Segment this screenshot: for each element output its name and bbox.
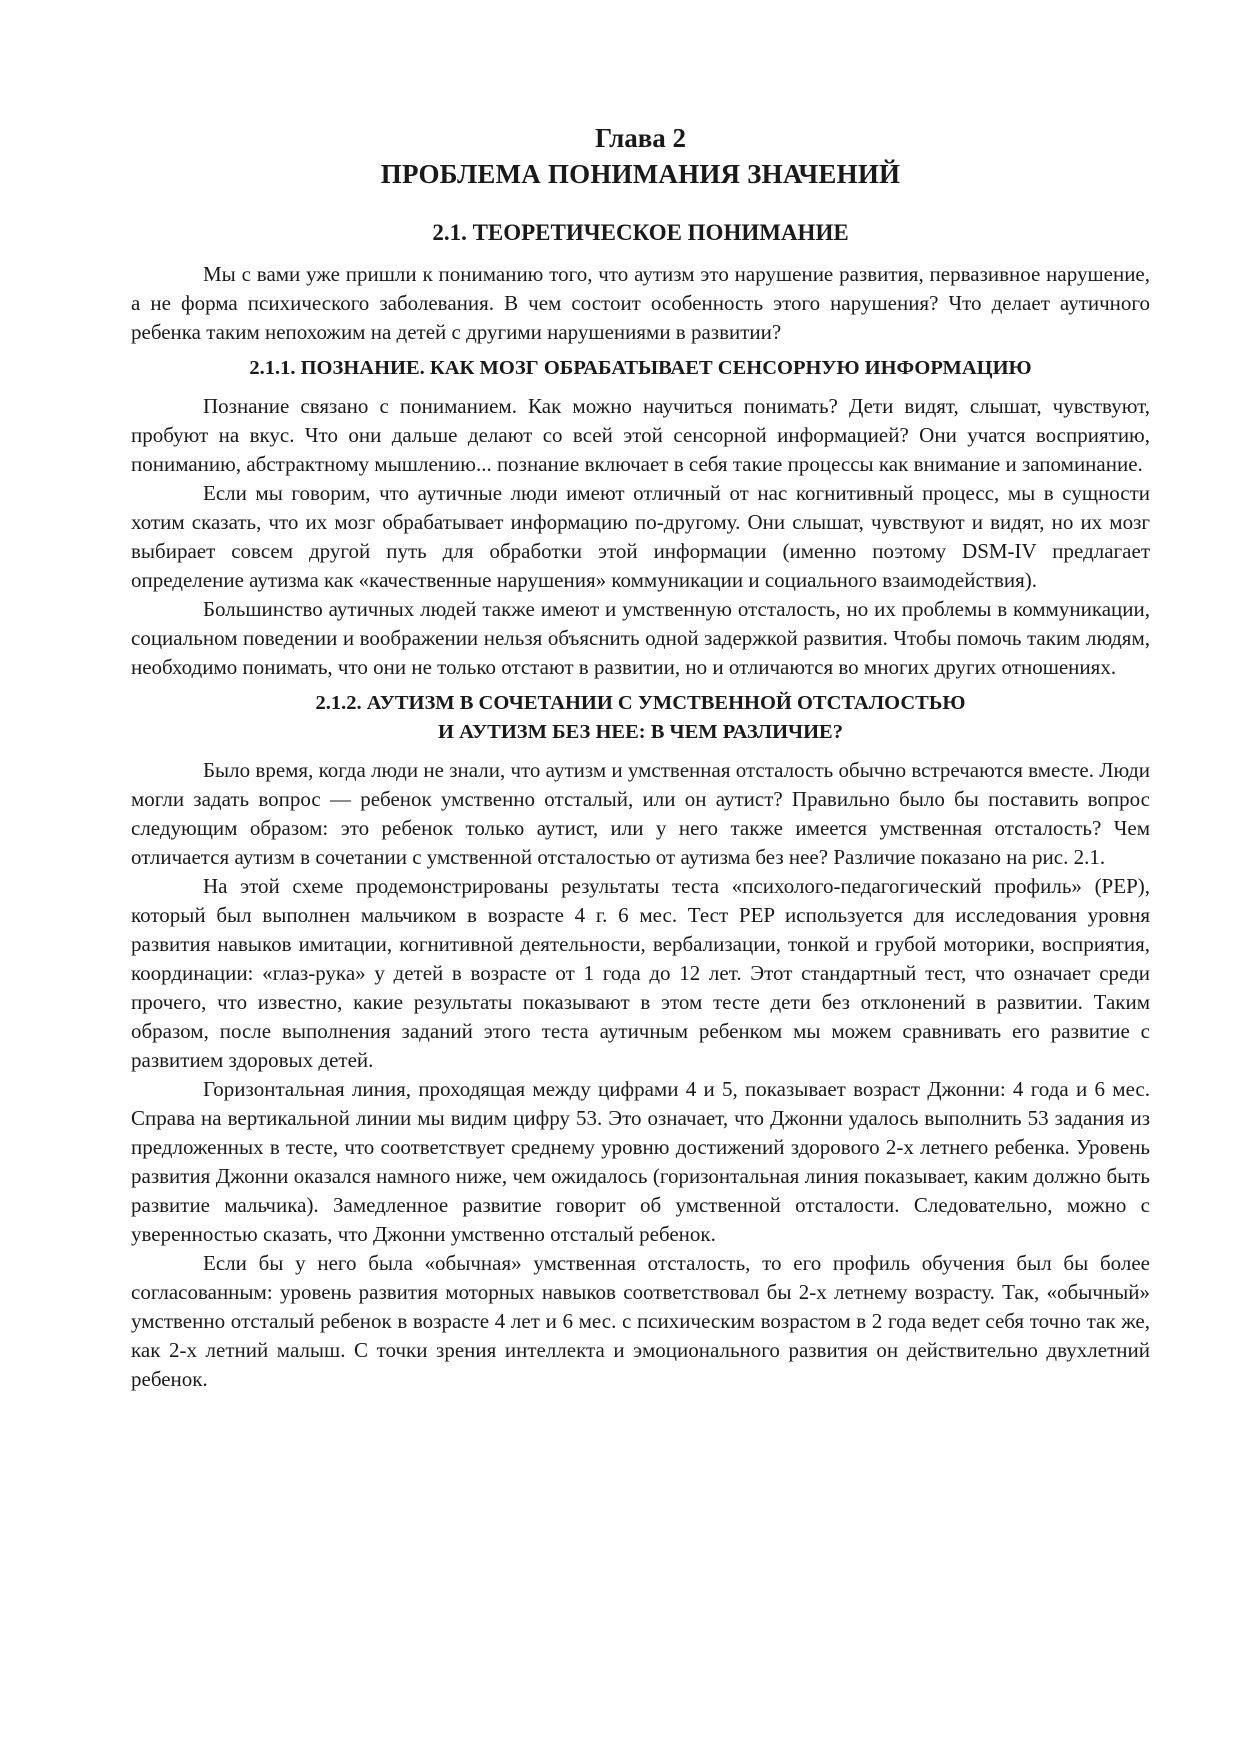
subsection-1-title: 2.1.1. ПОЗНАНИЕ. КАК МОЗГ ОБРАБАТЫВАЕТ СЕНСОРНУЮ ИНФОРМАЦИЮ <box>249 357 1032 379</box>
chapter-title: ПРОБЛЕМА ПОНИМАНИЯ ЗНАЧЕНИЙ <box>380 159 901 189</box>
subsection-2-title <box>131 689 1150 747</box>
subsection-2-paragraph: Если бы у него была «обычная» умственная отсталость, то его профиль обучения был бы более согласованным: уровень развития моторных навыков соответствовал бы 2-х летнему возрасту. Так, «обычный» умственно отсталый ребенок в возрасте 4 лет и 6 мес. с психическим возрастом в 2 года ведет себя точно так же, как 2-х летний малыш. С точки зрения интеллекта и эмоционального развития он действительно двухлетний ребенок. <box>131 1251 1150 1391</box>
section-title: 2.1. ТЕОРЕТИЧЕСКОЕ ПОНИМАНИЕ <box>432 220 849 245</box>
subsection-2-paragraph: Горизонтальная линия, проходящая между цифрами 4 и 5, показывает возраст Джонни: 4 года и 6 мес. Справа на вертикальной линии мы видим цифру 53. Это означает, что Джонни удалось выполнить 53 задания из предложенных в тесте, что соответствует среднему уровню достижений здорового 2-х летнего ребенка. Уровень развития Джонни оказался намного ниже, чем ожидалось (горизонтальная линия показывает, каким должно быть развитие мальчика). Замедленное развитие говорит об умственной отсталости. Следовательно, можно с уверенностью сказать, что Джонни умственно отсталый ребенок. <box>131 1077 1150 1246</box>
subsection-1-paragraph: Большинство аутичных людей также имеют и умственную отсталость, но их проблемы в коммуникации, социальном поведении и воображении нельзя объяснить одной задержкой развития. Чтобы помочь таким людям, необходимо понимать, что они не только отстают в развитии, но и отличаются во многих других отношениях. <box>131 597 1150 679</box>
subsection-2-paragraph: Было время, когда люди не знали, что аутизм и умственная отсталость обычно встречаются вместе. Люди могли задать вопрос — ребенок умственно отсталый, или он аутист? Правильно было бы поставить вопрос следующим образом: это ребенок только аутист, или у него также имеется умственная отсталость? Чем отличается аутизм в сочетании с умственной отсталостью от аутизма без нее? Различие показано на рис. 2.1. <box>131 758 1150 869</box>
subsection-2-title-line-2: И АУТИЗМ БЕЗ НЕЕ: В ЧЕМ РАЗЛИЧИЕ? <box>438 721 843 743</box>
subsection-2-title-line-1: 2.1.2. АУТИЗМ В СОЧЕТАНИИ С УМСТВЕННОЙ ОТСТАЛОСТЬЮ <box>315 692 966 714</box>
subsection-1-paragraph: Познание связано с пониманием. Как можно научиться понимать? Дети видят, слышат, чувствуют, пробуют на вкус. Что они дальше делают со всей этой сенсорной информацией? Они учатся восприятию, пониманию, абстрактному мышлению... познание включает в себя такие процессы как внимание и запоминание. <box>131 394 1150 476</box>
section-intro-paragraph: Мы с вами уже пришли к пониманию того, что аутизм это нарушение развития, первазивное нарушение, а не форма психического заболевания. В чем состоит особенность этого нарушения? Что делает аутичного ребенка таким непохожим на детей с другими нарушениями в развитии? <box>131 262 1150 344</box>
subsection-1-paragraph: Если мы говорим, что аутичные люди имеют отличный от нас когнитивный процесс, мы в сущности хотим сказать, что их мозг обрабатывает информацию по-другому. Они слышат, чувствуют и видят, но их мозг выбирает совсем другой путь для обработки этой информации (именно поэтому DSM-IV предлагает определение аутизма как «качественные нарушения» коммуникации и социального взаимодействия). <box>131 481 1150 592</box>
chapter-label: Глава 2 <box>594 123 687 153</box>
subsection-2-paragraph: На этой схеме продемонстрированы результаты теста «психолого-педагогический профиль» (PEP), который был выполнен мальчиком в возрасте 4 г. 6 мес. Тест PEP используется для исследования уровня развития навыков имитации, когнитивной деятельности, вербализации, тонкой и грубой моторики, восприятия, координации: «глаз-рука» у детей в возрасте от 1 года до 12 лет. Этот стандартный тест, что означает среди прочего, что известно, какие результаты показывают в этом тесте дети без отклонений в развитии. Таким образом, после выполнения заданий этого теста аутичным ребенком мы можем сравнивать его развитие с развитием здоровых детей. <box>131 874 1150 1072</box>
document-page <box>131 120 1150 1394</box>
